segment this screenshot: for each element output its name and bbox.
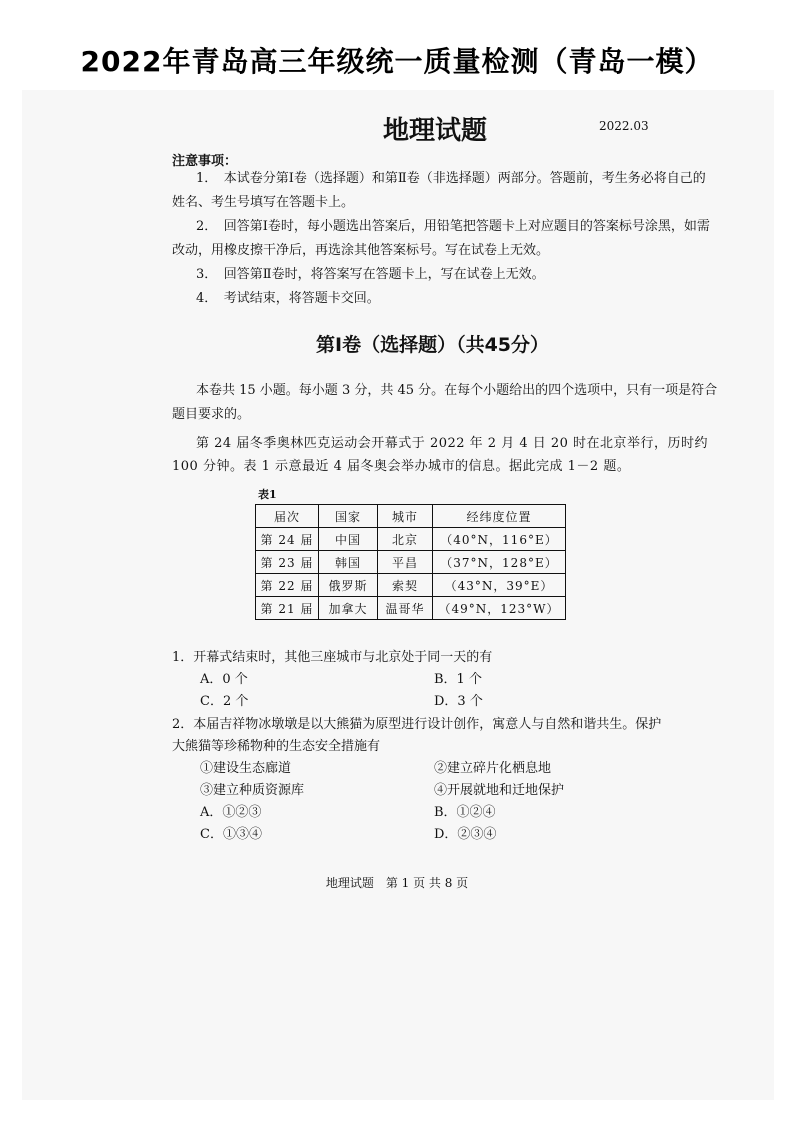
q2-item-2: ②建立碎片化栖息地 <box>434 761 552 776</box>
table-row <box>256 551 566 574</box>
table-row <box>256 597 566 620</box>
table-cell: 第 24 届 <box>256 528 319 551</box>
table-cell: 北京 <box>378 528 433 551</box>
table-cell: （49°N，123°W） <box>433 597 566 620</box>
table-cell: 俄罗斯 <box>319 574 378 597</box>
q2-item-1: ①建设生态廊道 <box>200 761 292 776</box>
section-intro-line: 题目要求的。 <box>172 407 251 422</box>
notice-line: 3． 回答第Ⅱ卷时，将答案写在答题卡上，写在试卷上无效。 <box>196 267 545 282</box>
q2-item-3: ③建立种质资源库 <box>200 783 305 798</box>
table-cell: 索契 <box>378 574 433 597</box>
table-header: 国家 <box>319 505 378 528</box>
q1-option-d: D．3 个 <box>434 694 483 709</box>
document-title: 2022年青岛高三年级统一质量检测（青岛一模） <box>80 45 714 78</box>
table-cell: 韩国 <box>319 551 378 574</box>
table-header: 城市 <box>378 505 433 528</box>
passage-line: 第 24 届冬季奥林匹克运动会开幕式于 2022 年 2 月 4 日 20 时在北京举行，历时约 <box>196 436 709 451</box>
table-row <box>256 574 566 597</box>
exam-date: 2022.03 <box>599 119 649 133</box>
question-1-stem: 1．开幕式结束时，其他三座城市与北京处于同一天的有 <box>172 650 493 665</box>
table-cell: 第 21 届 <box>256 597 319 620</box>
table-cell: 第 22 届 <box>256 574 319 597</box>
q2-option-c: C．①③④ <box>200 827 262 842</box>
q2-option-a: A．①②③ <box>200 805 262 820</box>
host-city-table <box>255 504 566 620</box>
section-title: 第Ⅰ卷（选择题）（共45分） <box>316 334 550 356</box>
table-row <box>256 528 566 551</box>
notice-line: 1． 本试卷分第Ⅰ卷（选择题）和第Ⅱ卷（非选择题）两部分。答题前，考生务必将自己的 <box>196 171 706 186</box>
table-cell: （43°N，39°E） <box>433 574 566 597</box>
subject-title: 地理试题 <box>383 116 488 146</box>
page-footer: 地理试题 第 1 页 共 8 页 <box>325 876 469 890</box>
q1-option-b: B．1 个 <box>434 672 482 687</box>
q2-item-4: ④开展就地和迁地保护 <box>434 783 565 798</box>
passage-line: 100 分钟。表 1 示意最近 4 届冬奥会举办城市的信息。据此完成 1－2 题。 <box>172 459 631 474</box>
q1-option-a: A．0 个 <box>200 672 248 687</box>
notice-line: 改动，用橡皮擦干净后，再选涂其他答案标号。写在试卷上无效。 <box>172 243 550 258</box>
table-cell: 加拿大 <box>319 597 378 620</box>
table-cell: （37°N，128°E） <box>433 551 566 574</box>
q2-option-b: B．①②④ <box>434 805 496 820</box>
question-2-stem: 2．本届吉祥物冰墩墩是以大熊猫为原型进行设计创作，寓意人与自然和谐共生。保护 <box>172 717 662 732</box>
table-header: 经纬度位置 <box>433 505 566 528</box>
table-header: 届次 <box>256 505 319 528</box>
notice-line: 姓名、考生号填写在答题卡上。 <box>172 195 355 210</box>
section-intro-line: 本卷共 15 小题。每小题 3 分，共 45 分。在每个小题给出的四个选项中，只有一项是符合 <box>196 383 718 398</box>
table-cell: 中国 <box>319 528 378 551</box>
notice-line: 2． 回答第Ⅰ卷时，每小题选出答案后，用铅笔把答题卡上对应题目的答案标号涂黑，如需 <box>196 219 710 234</box>
notice-line: 4． 考试结束，将答题卡交回。 <box>196 291 380 306</box>
q1-option-c: C．2 个 <box>200 694 249 709</box>
question-2-stem: 大熊猫等珍稀物种的生态安全措施有 <box>172 739 381 754</box>
table-label: 表1 <box>258 488 277 501</box>
table-header-row <box>256 505 566 528</box>
q2-option-d: D．②③④ <box>434 827 497 842</box>
table-cell: （40°N，116°E） <box>433 528 566 551</box>
table-cell: 第 23 届 <box>256 551 319 574</box>
table-cell: 温哥华 <box>378 597 433 620</box>
notice-title: 注意事项： <box>172 154 238 169</box>
table-cell: 平昌 <box>378 551 433 574</box>
